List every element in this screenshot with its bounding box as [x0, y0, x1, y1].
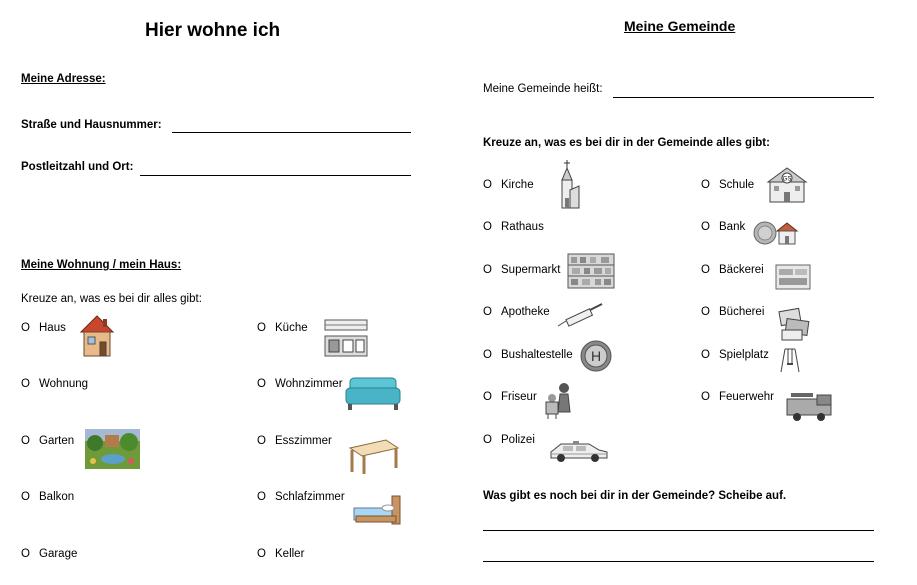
write-line-1[interactable]	[483, 530, 874, 531]
sofa-icon	[344, 374, 402, 412]
option-balkon[interactable]: O Balkon	[21, 491, 75, 503]
option-feuerwehr[interactable]: O Feuerwehr	[701, 391, 774, 403]
option-kueche[interactable]: O Küche	[257, 322, 308, 334]
option-keller[interactable]: O Keller	[257, 548, 305, 560]
bus-stop-icon	[580, 340, 612, 372]
option-garten[interactable]: O Garten	[21, 435, 75, 447]
house-icon	[75, 310, 119, 360]
option-buecherei[interactable]: O Bücherei	[701, 306, 765, 318]
street-input-line[interactable]	[172, 132, 411, 133]
fire-truck-icon	[785, 391, 833, 423]
option-wohnzimmer[interactable]: O Wohnzimmer	[257, 378, 343, 390]
postal-input-line[interactable]	[140, 175, 411, 176]
extra-question: Was gibt es noch bei dir in der Gemeinde? Scheibe auf.	[483, 490, 787, 502]
option-apotheke[interactable]: O Apotheke	[483, 306, 550, 318]
option-haus[interactable]: O Haus	[21, 322, 66, 334]
option-baeckerei[interactable]: O Bäckerei	[701, 264, 764, 276]
school-sign-text: GS	[782, 176, 792, 183]
option-spielplatz[interactable]: O Spielplatz	[701, 349, 769, 361]
syringe-icon	[556, 302, 604, 328]
option-friseur[interactable]: O Friseur	[483, 391, 537, 403]
option-bank[interactable]: O Bank	[701, 221, 746, 233]
books-icon	[778, 306, 812, 342]
bus-stop-letter: H	[590, 348, 602, 364]
swing-icon	[779, 347, 801, 373]
write-line-2[interactable]	[483, 561, 874, 562]
police-car-icon	[547, 436, 609, 462]
hairdresser-icon	[540, 382, 574, 420]
bakery-icon	[775, 263, 811, 291]
dining-table-icon	[346, 436, 400, 476]
garden-icon	[85, 429, 140, 469]
page-title-right: Meine Gemeinde	[624, 18, 736, 34]
community-input-line[interactable]	[613, 97, 874, 98]
option-wohnung[interactable]: O Wohnung	[21, 378, 89, 390]
option-polizei[interactable]: O Polizei	[483, 434, 535, 446]
address-heading: Meine Adresse:	[21, 73, 106, 85]
bed-icon	[352, 494, 404, 528]
option-esszimmer[interactable]: O Esszimmer	[257, 435, 332, 447]
postal-label: Postleitzahl und Ort:	[21, 161, 134, 173]
option-bushaltestelle[interactable]: O Bushaltestelle	[483, 349, 573, 361]
home-heading: Meine Wohnung / mein Haus:	[21, 259, 182, 271]
option-schule[interactable]: O Schule	[701, 179, 755, 191]
page-title-left: Hier wohne ich	[145, 20, 281, 41]
option-rathaus[interactable]: O Rathaus	[483, 221, 544, 233]
church-icon	[553, 160, 581, 210]
school-icon	[764, 166, 810, 204]
option-supermarkt[interactable]: O Supermarkt	[483, 264, 561, 276]
community-label: Meine Gemeinde heißt:	[483, 83, 603, 95]
kitchen-icon	[323, 318, 369, 358]
community-instruction: Kreuze an, was es bei dir in der Gemeinde alles gibt:	[483, 137, 770, 149]
option-kirche[interactable]: O Kirche	[483, 179, 534, 191]
supermarket-icon	[568, 254, 614, 288]
street-label: Straße und Hausnummer:	[21, 119, 162, 131]
bank-icon	[753, 219, 799, 247]
option-schlafzimmer[interactable]: O Schlafzimmer	[257, 491, 345, 503]
home-instruction: Kreuze an, was es bei dir alles gibt:	[21, 293, 202, 305]
option-garage[interactable]: O Garage	[21, 548, 78, 560]
